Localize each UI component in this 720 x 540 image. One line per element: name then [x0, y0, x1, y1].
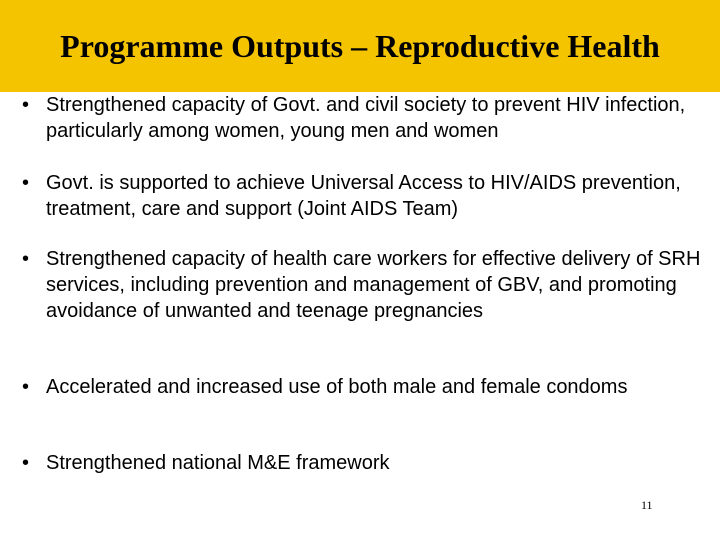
bullet-marker: • [22, 452, 30, 474]
bullet-text: Accelerated and increased use of both male and female condoms [46, 376, 628, 398]
title-bar [0, 0, 720, 92]
bullet-marker: • [22, 172, 30, 194]
bullet-item [22, 170, 712, 222]
bullet-text: Govt. is supported to achieve Universal Access to HIV/AIDS prevention, treatment, care and support (Joint AIDS Team) [46, 172, 681, 220]
bullet-item [22, 374, 712, 400]
bullet-item [22, 246, 712, 324]
slide-title: Programme Outputs – Reproductive Health [60, 27, 660, 64]
page-number: 11 [641, 498, 653, 512]
bullet-text: Strengthened national M&E framework [46, 452, 390, 474]
bullet-marker: • [22, 94, 30, 116]
bullet-item [22, 92, 712, 144]
bullet-marker: • [22, 376, 30, 398]
bullet-text: Strengthened capacity of Govt. and civil society to prevent HIV infection, particularly among women, young men and women [46, 94, 686, 142]
bullet-text: Strengthened capacity of health care workers for effective delivery of SRH services, including prevention and management of GBV, and promoting avoidance of unwanted and teenage pregnancies [46, 248, 701, 322]
bullet-item [22, 450, 712, 476]
bullet-marker: • [22, 248, 30, 270]
